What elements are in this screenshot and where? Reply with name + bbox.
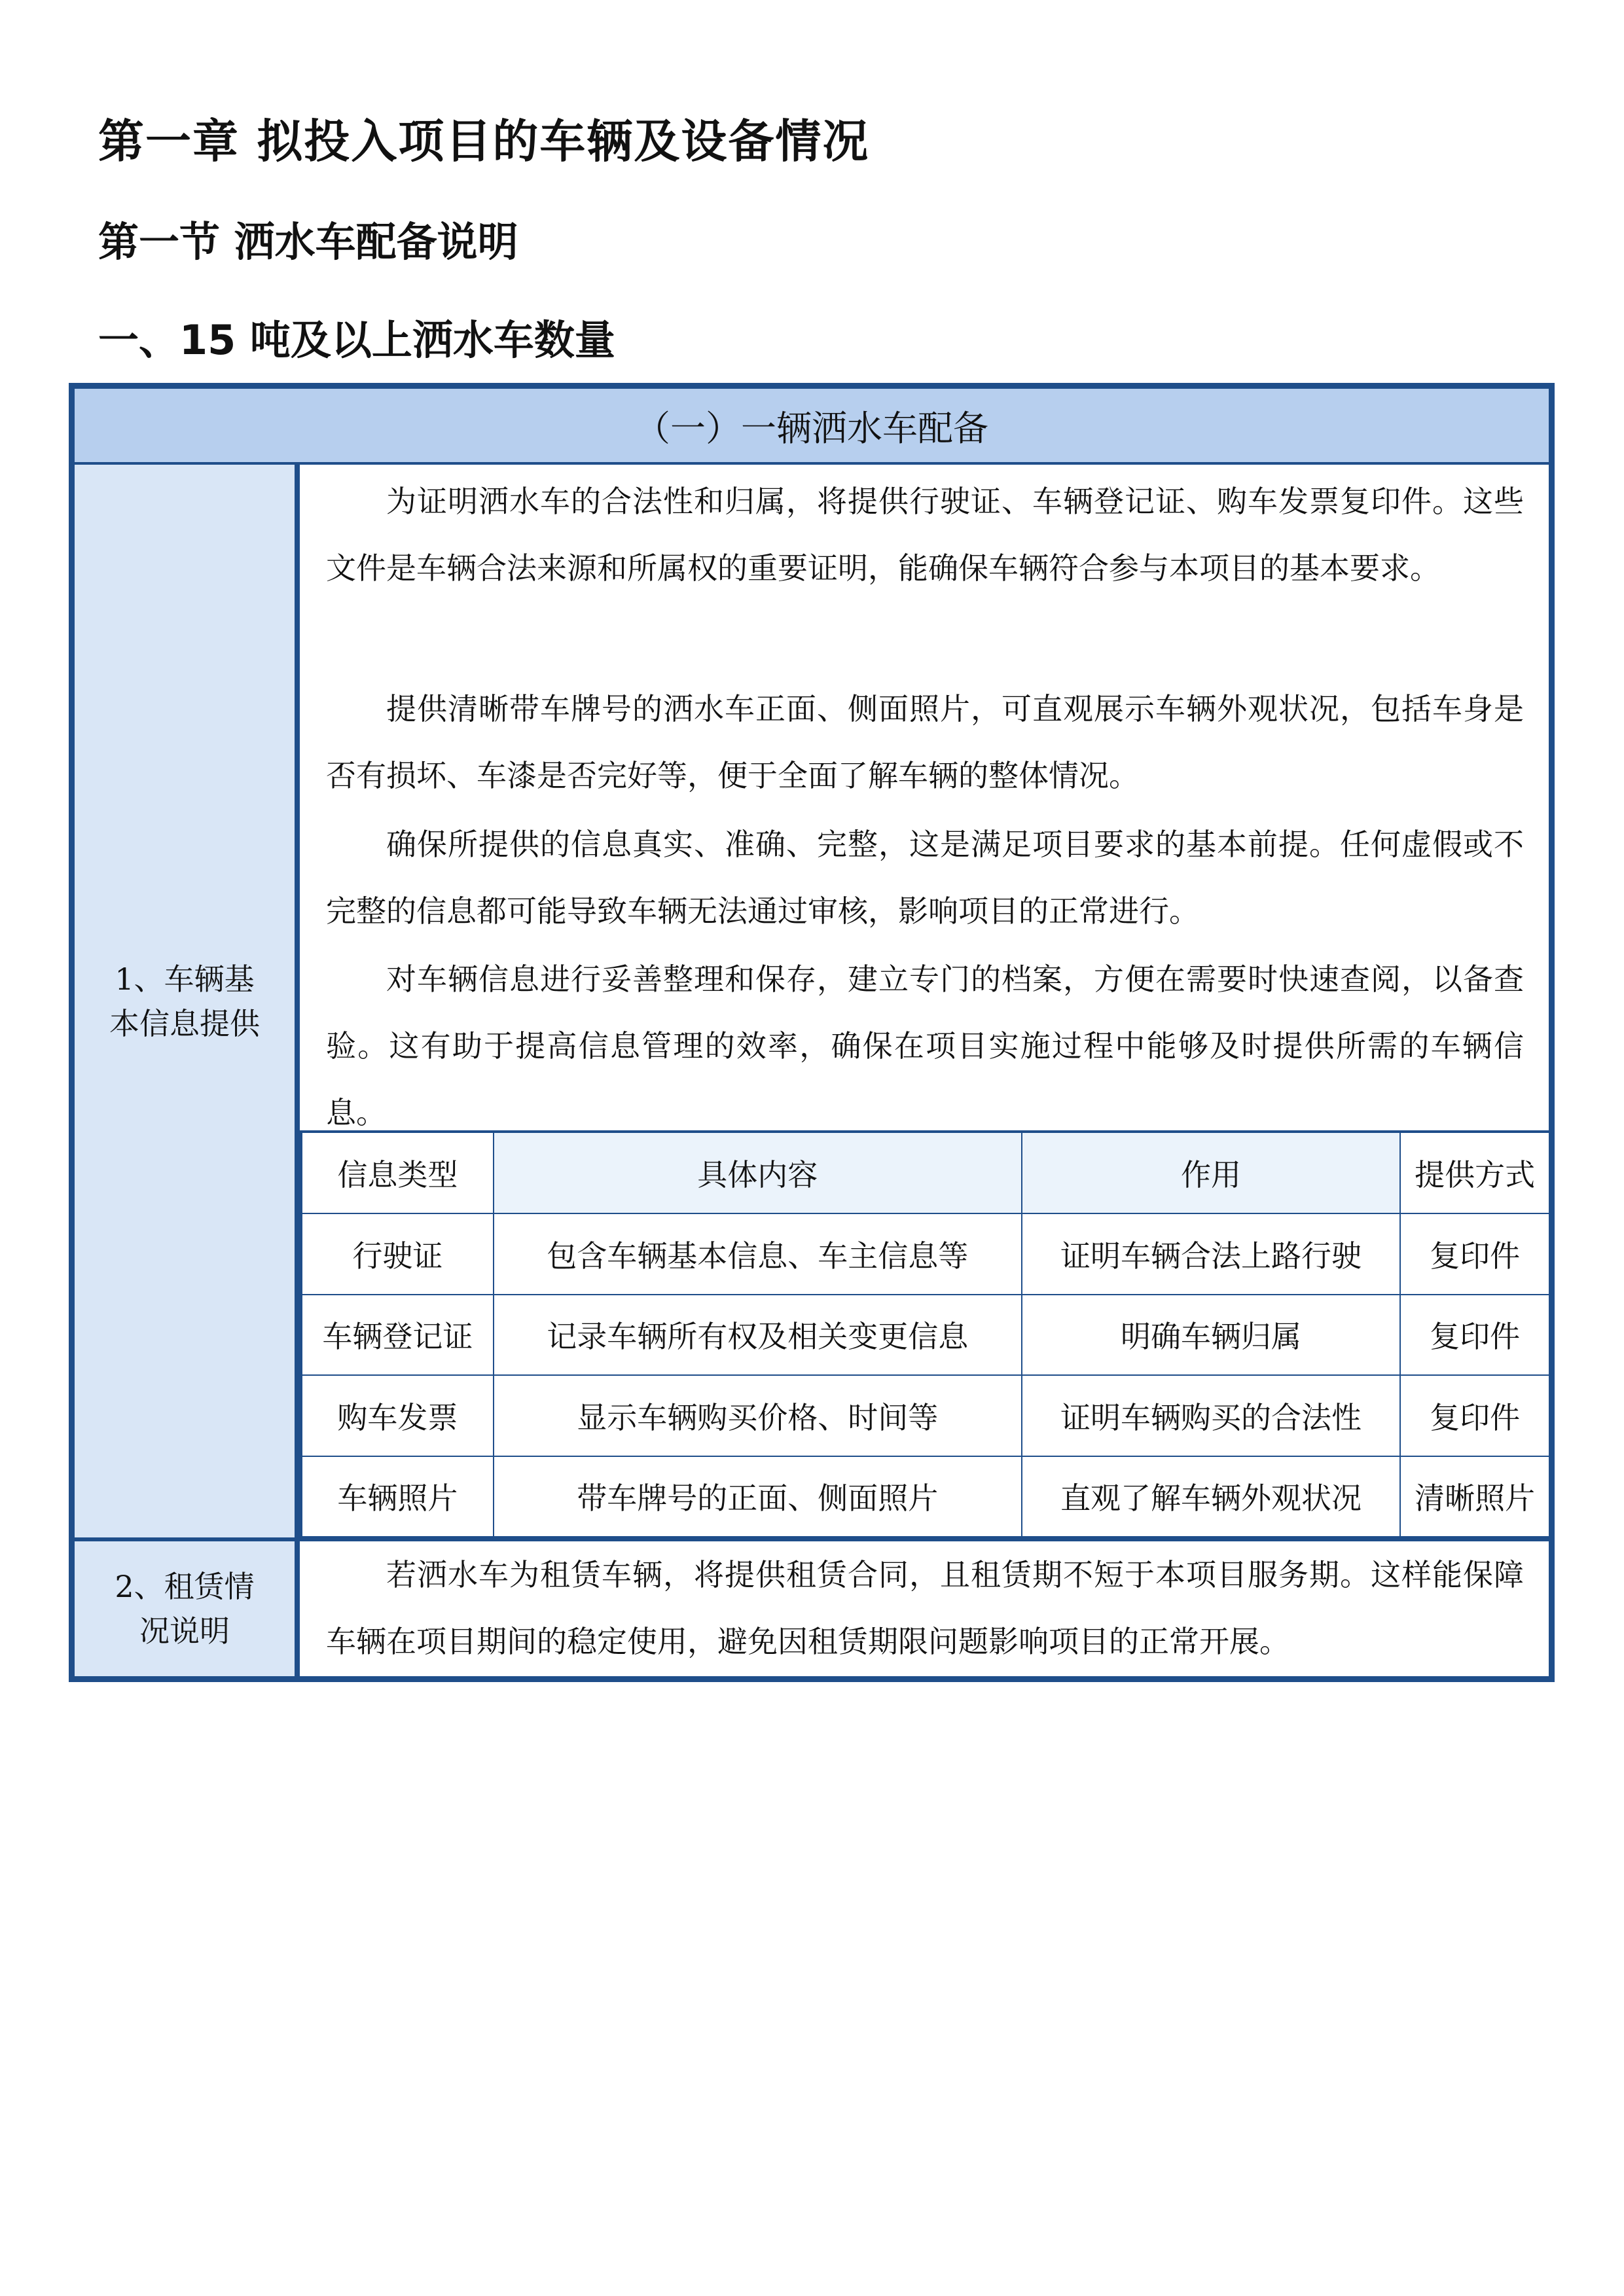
cell-purpose: 直观了解车辆外观状况: [1022, 1456, 1400, 1537]
row1-label: 1、车辆基本信息提供: [109, 961, 260, 1041]
row2-label-cell: [75, 1541, 295, 1676]
subsection-title: 一、15 吨及以上洒水车数量: [98, 316, 615, 364]
cell-method: 清晰照片: [1400, 1456, 1549, 1537]
chapter-title: 第一章 拟投入项目的车辆及设备情况: [98, 115, 870, 168]
row1-label-cell: [75, 465, 295, 1537]
row2-paragraph: 若洒水车为租赁车辆，将提供租赁合同，且租赁期不短于本项目服务期。这样能保障车辆在项目期间的稳定使用，避免因租赁期限问题影响项目的正常开展。: [326, 1557, 1524, 1659]
table-title: （一）一辆洒水车配备: [75, 389, 1549, 462]
cell-content: 带车牌号的正面、侧面照片: [494, 1456, 1022, 1537]
table-row: [301, 1375, 1549, 1456]
header-info-type: 信息类型: [301, 1132, 494, 1213]
section-title: 第一节 洒水车配备说明: [98, 218, 518, 266]
row2-label: 2、租赁情况说明: [115, 1569, 255, 1649]
cell-purpose: 证明车辆合法上路行驶: [1022, 1213, 1400, 1294]
cell-content: 记录车辆所有权及相关变更信息: [494, 1295, 1022, 1375]
cell-method: 复印件: [1400, 1295, 1549, 1375]
paragraph-4: 对车辆信息进行妥善整理和保存，建立专门的档案，方便在需要时快速查阅，以备查验。这有助于提高信息管理的效率，确保在项目实施过程中能够及时提供所需的车辆信息。: [326, 961, 1524, 1130]
cell-method: 复印件: [1400, 1213, 1549, 1294]
table-row: [301, 1213, 1549, 1294]
cell-method: 复印件: [1400, 1375, 1549, 1456]
header-content: 具体内容: [494, 1132, 1022, 1213]
vehicle-info-table: [300, 1130, 1549, 1537]
paragraph-1: 为证明洒水车的合法性和归属，将提供行驶证、车辆登记证、购车发票复印件。这些文件是车辆合法来源和所属权的重要证明，能确保车辆符合参与本项目的基本要求。: [326, 484, 1524, 586]
cell-type: 车辆照片: [301, 1456, 494, 1537]
left-column-divider: [295, 465, 300, 1676]
table-row: [301, 1456, 1549, 1537]
cell-purpose: 证明车辆购买的合法性: [1022, 1375, 1400, 1456]
cell-type: 购车发票: [301, 1375, 494, 1456]
header-method: 提供方式: [1400, 1132, 1549, 1213]
row2-content-cell: [300, 1541, 1549, 1676]
cell-content: 包含车辆基本信息、车主信息等: [494, 1213, 1022, 1294]
cell-type: 行驶证: [301, 1213, 494, 1294]
inner-table-header: [301, 1132, 1549, 1213]
paragraph-3: 确保所提供的信息真实、准确、完整，这是满足项目要求的基本前提。任何虚假或不完整的信息都可能导致车辆无法通过审核，影响项目的正常进行。: [326, 827, 1524, 929]
header-purpose: 作用: [1022, 1132, 1400, 1213]
vehicle-config-table: [69, 383, 1555, 1682]
table-row: [301, 1295, 1549, 1375]
paragraph-2: 提供清晰带车牌号的洒水车正面、侧面照片，可直观展示车辆外观状况，包括车身是否有损坏、车漆是否完好等，便于全面了解车辆的整体情况。: [326, 691, 1524, 793]
cell-purpose: 明确车辆归属: [1022, 1295, 1400, 1375]
cell-content: 显示车辆购买价格、时间等: [494, 1375, 1022, 1456]
row1-content-cell: [300, 465, 1549, 1130]
cell-type: 车辆登记证: [301, 1295, 494, 1375]
